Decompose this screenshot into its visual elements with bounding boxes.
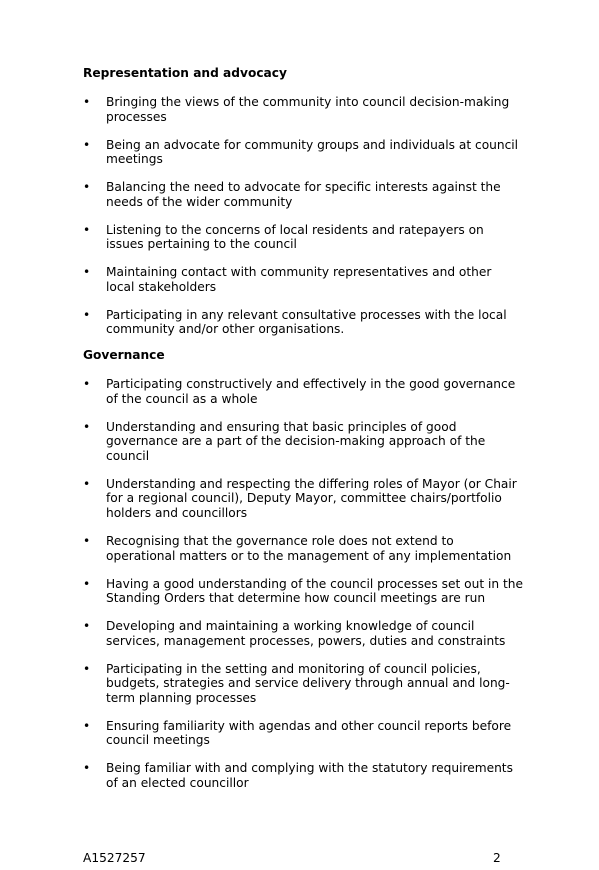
list-item-text: Ensuring familiarity with agendas and other council reports before council meetings — [106, 718, 512, 748]
bullet-icon: • — [83, 265, 91, 280]
bullet-icon: • — [83, 222, 91, 237]
list-item — [83, 662, 523, 706]
list-item-text: Participating constructively and effectively in the good governance of the council as a whole — [106, 377, 516, 406]
section-representation-advocacy — [83, 66, 523, 350]
list-item-text: Participating in the setting and monitoring of council policies, budgets, strategies and service delivery through annual and long-term planning processes — [106, 661, 510, 705]
footer-page-number: 2 — [493, 851, 501, 865]
list-item — [83, 577, 523, 606]
list-item-text: Having a good understanding of the council processes set out in the Standing Orders that determine how council meetings are run — [106, 576, 523, 606]
bullet-icon: • — [83, 718, 91, 733]
section-heading: Governance — [83, 348, 165, 362]
list-item — [83, 619, 523, 648]
list-item — [83, 377, 523, 406]
list-item-text: Listening to the concerns of local residents and ratepayers on issues pertaining to the council — [106, 222, 484, 252]
list-item-text: Recognising that the governance role does not extend to operational matters or to the management of any implementation — [106, 533, 512, 563]
bullet-list — [83, 377, 523, 791]
list-item-text: Maintaining contact with community representatives and other local stakeholders — [106, 265, 492, 294]
bullet-icon: • — [83, 619, 91, 634]
bullet-icon: • — [83, 533, 91, 548]
bullet-icon: • — [83, 761, 91, 776]
list-item — [83, 95, 523, 124]
list-item-text: Developing and maintaining a working knowledge of council services, management processes, powers, duties and constraints — [106, 619, 506, 648]
bullet-icon: • — [83, 95, 91, 109]
bullet-icon: • — [83, 419, 91, 434]
section-governance — [83, 348, 523, 804]
bullet-list — [83, 95, 523, 337]
bullet-icon: • — [83, 476, 91, 491]
bullet-icon: • — [83, 377, 91, 391]
list-item — [83, 180, 523, 209]
list-item-text: Being familiar with and complying with the statutory requirements of an elected councillor — [106, 761, 513, 790]
footer-document-id: A1527257 — [83, 851, 146, 865]
list-item-text: Understanding and respecting the differing roles of Mayor (or Chair for a regional council), Deputy Mayor, committee chairs/portfolio holders and councillors — [106, 476, 517, 520]
list-item — [83, 138, 523, 167]
list-item — [83, 223, 523, 252]
bullet-icon: • — [83, 180, 91, 195]
bullet-icon: • — [83, 307, 91, 322]
list-item — [83, 308, 523, 337]
list-item — [83, 534, 523, 563]
list-item-text: Balancing the need to advocate for specific interests against the needs of the wider community — [106, 180, 501, 209]
list-item — [83, 420, 523, 464]
list-item — [83, 265, 523, 294]
list-item-text: Understanding and ensuring that basic principles of good governance are a part of the decision-making approach of the council — [106, 419, 486, 463]
section-heading: Representation and advocacy — [83, 66, 287, 80]
list-item-text: Participating in any relevant consultative processes with the local community and/or other organisations. — [106, 307, 507, 337]
list-item — [83, 719, 523, 748]
list-item — [83, 761, 523, 790]
bullet-icon: • — [83, 661, 91, 676]
list-item — [83, 477, 523, 521]
list-item-text: Bringing the views of the community into council decision-making processes — [106, 95, 510, 124]
list-item-text: Being an advocate for community groups and individuals at council meetings — [106, 137, 519, 167]
bullet-icon: • — [83, 137, 91, 152]
bullet-icon: • — [83, 576, 91, 591]
